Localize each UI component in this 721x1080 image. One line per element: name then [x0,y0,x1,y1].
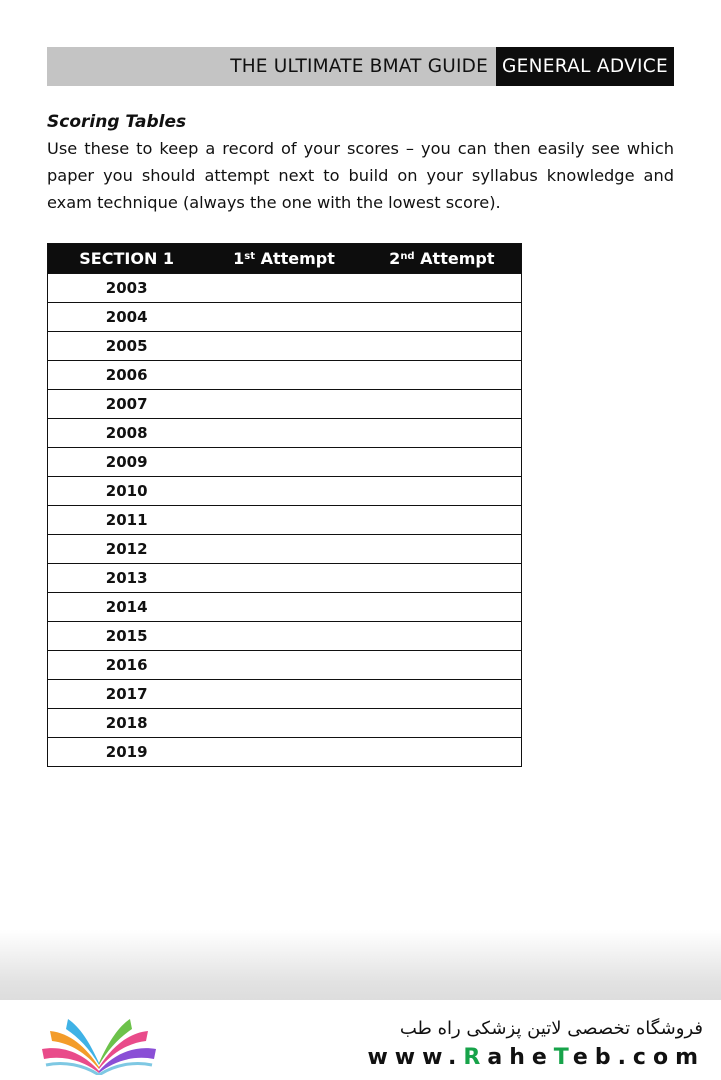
table-row [48,738,522,767]
table-row [48,477,522,506]
intro-section [47,109,674,216]
table-row [48,361,522,390]
year-cell: 2019 [48,738,206,767]
year-cell: 2004 [48,303,206,332]
table-row [48,274,522,303]
year-cell: 2017 [48,680,206,709]
first-attempt-label: Attempt [255,249,335,268]
shop-name: فروشگاه تخصصی لاتین پزشکی راه طب [399,1018,703,1039]
year-cell: 2013 [48,564,206,593]
year-cell: 2003 [48,274,206,303]
second-attempt-cell[interactable] [363,622,522,651]
first-attempt-sup: st [244,251,255,262]
table-row [48,709,522,738]
second-attempt-cell[interactable] [363,564,522,593]
second-attempt-cell[interactable] [363,332,522,361]
year-cell: 2018 [48,709,206,738]
table-row [48,535,522,564]
first-attempt-cell[interactable] [205,448,362,477]
first-attempt-cell[interactable] [205,506,362,535]
first-attempt-cell[interactable] [205,274,362,303]
page-header [47,47,674,86]
book-title: THE ULTIMATE BMAT GUIDE [47,47,496,86]
section-header: SECTION 1 [48,244,206,274]
first-attempt-cell[interactable] [205,651,362,680]
first-attempt-cell[interactable] [205,738,362,767]
footer [0,1000,721,1080]
year-cell: 2012 [48,535,206,564]
table-body [48,274,522,767]
year-cell: 2009 [48,448,206,477]
table-row [48,564,522,593]
second-attempt-cell[interactable] [363,738,522,767]
second-attempt-cell[interactable] [363,506,522,535]
scoring-table [47,243,522,767]
book-logo-icon [40,1015,158,1075]
intro-heading: Scoring Tables [47,112,187,132]
table-row [48,680,522,709]
second-attempt-cell[interactable] [363,361,522,390]
year-cell: 2006 [48,361,206,390]
second-attempt-header [363,244,522,274]
url-letter-a: a [487,1045,510,1070]
first-attempt-num: 1 [233,249,245,268]
table-row [48,651,522,680]
url-letter-e2: e [572,1045,595,1070]
first-attempt-cell[interactable] [205,361,362,390]
table-row [48,419,522,448]
table-header-row [48,244,522,274]
first-attempt-cell[interactable] [205,477,362,506]
url-letter-e: e [531,1045,554,1070]
second-attempt-label: Attempt [414,249,495,268]
url-suffix: .com [617,1045,705,1070]
year-cell: 2014 [48,593,206,622]
section-title: GENERAL ADVICE [496,47,674,86]
year-cell: 2007 [48,390,206,419]
first-attempt-cell[interactable] [205,593,362,622]
url-letter-b: b [594,1045,618,1070]
second-attempt-sup: nd [400,251,415,262]
footer-shadow [0,930,721,1000]
table-row [48,332,522,361]
url-letter-h: h [509,1045,532,1070]
first-attempt-header [205,244,362,274]
second-attempt-cell[interactable] [363,680,522,709]
second-attempt-cell[interactable] [363,390,522,419]
first-attempt-cell[interactable] [205,622,362,651]
second-attempt-cell[interactable] [363,535,522,564]
url-letter-r: R [463,1045,488,1070]
first-attempt-cell[interactable] [205,709,362,738]
year-cell: 2011 [48,506,206,535]
table-row [48,303,522,332]
url-letter-t: T [553,1045,573,1070]
first-attempt-cell[interactable] [205,303,362,332]
year-cell: 2015 [48,622,206,651]
first-attempt-cell[interactable] [205,680,362,709]
second-attempt-cell[interactable] [363,651,522,680]
table-row [48,593,522,622]
first-attempt-cell[interactable] [205,332,362,361]
year-cell: 2008 [48,419,206,448]
table-row [48,622,522,651]
shop-url [367,1045,705,1070]
second-attempt-cell[interactable] [363,303,522,332]
year-cell: 2016 [48,651,206,680]
second-attempt-cell[interactable] [363,448,522,477]
first-attempt-cell[interactable] [205,390,362,419]
second-attempt-cell[interactable] [363,419,522,448]
second-attempt-cell[interactable] [363,593,522,622]
second-attempt-cell[interactable] [363,709,522,738]
second-attempt-cell[interactable] [363,477,522,506]
second-attempt-cell[interactable] [363,274,522,303]
table-row [48,390,522,419]
intro-body: Use these to keep a record of your scores – you can then easily see which paper you should attempt next to build on your syllabus knowledge and exam technique (always the one with the lowest score). [47,139,674,212]
second-attempt-num: 2 [389,249,401,268]
table-row [48,506,522,535]
first-attempt-cell[interactable] [205,419,362,448]
year-cell: 2005 [48,332,206,361]
first-attempt-cell[interactable] [205,564,362,593]
url-prefix: www. [367,1045,464,1070]
year-cell: 2010 [48,477,206,506]
table-row [48,448,522,477]
first-attempt-cell[interactable] [205,535,362,564]
